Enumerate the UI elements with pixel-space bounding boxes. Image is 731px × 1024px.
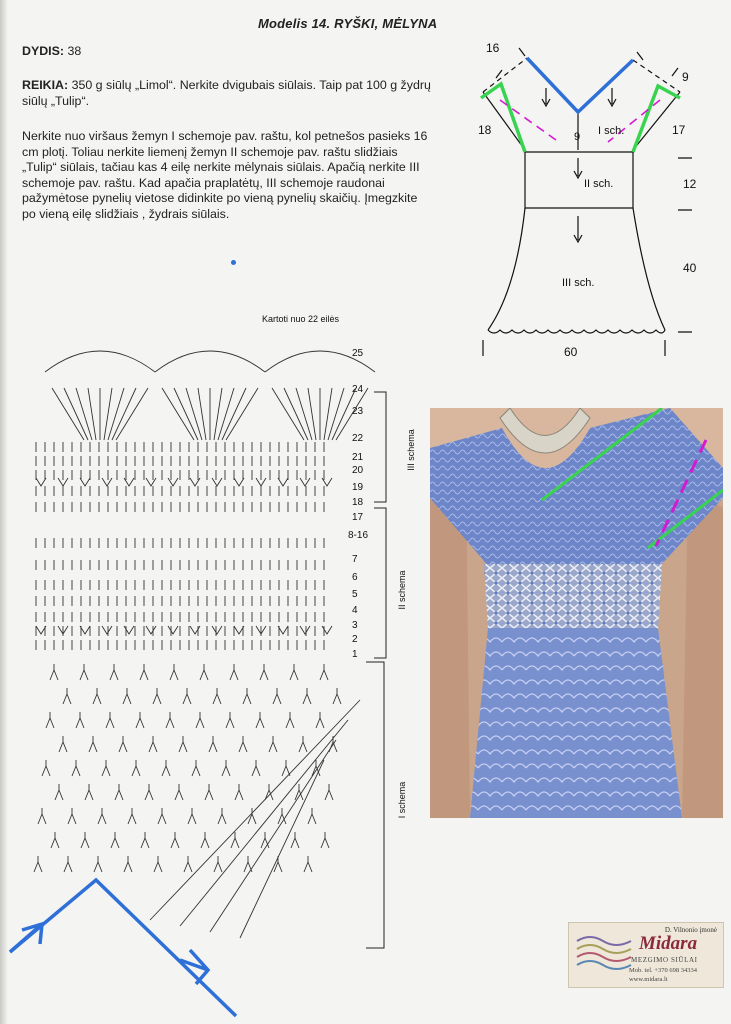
shell-stitch bbox=[123, 688, 131, 704]
shell-stitch bbox=[175, 784, 183, 800]
shell-stitch bbox=[196, 712, 204, 728]
shell-stitch bbox=[200, 664, 208, 680]
size-label: DYDIS: bbox=[22, 44, 64, 58]
stitch-row bbox=[36, 502, 324, 512]
shell-stitch bbox=[170, 664, 178, 680]
shell-stitch bbox=[63, 688, 71, 704]
shell-stitch bbox=[34, 856, 42, 872]
blue-arrow-annotations bbox=[10, 880, 236, 1016]
row-label-8-16: 8-16 bbox=[348, 530, 369, 541]
shell-stitch bbox=[320, 664, 328, 680]
shell-stitch bbox=[115, 784, 123, 800]
shell-stitch bbox=[316, 712, 324, 728]
shell-stitch bbox=[128, 808, 136, 824]
shell-stitch bbox=[166, 712, 174, 728]
shell-stitch bbox=[214, 856, 222, 872]
shell-stitch bbox=[282, 760, 290, 776]
shell-stitch bbox=[209, 736, 217, 752]
shell-stitch bbox=[38, 808, 46, 824]
logo-phone: Mob. tel. +370 698 34334 bbox=[629, 967, 697, 974]
shell-stitch bbox=[68, 808, 76, 824]
row-label-22: 22 bbox=[352, 433, 364, 444]
label-schema-II: II sch. bbox=[584, 178, 614, 190]
shell-stitch bbox=[89, 736, 97, 752]
shell-stitch bbox=[124, 856, 132, 872]
stitch-row bbox=[36, 560, 324, 570]
shell-stitch bbox=[141, 832, 149, 848]
measure-skirt: 40 bbox=[683, 261, 697, 275]
stitch-row bbox=[36, 456, 324, 466]
dress-photo-illustration bbox=[430, 408, 723, 818]
shell-stitch bbox=[213, 688, 221, 704]
schema-II-label: II schema bbox=[397, 570, 407, 610]
shell-stitch bbox=[273, 688, 281, 704]
shell-stitch bbox=[50, 664, 58, 680]
shell-stitch bbox=[132, 760, 140, 776]
page-title: Modelis 14. RYŠKI, MĖLYNA bbox=[258, 16, 438, 31]
row-label-18: 18 bbox=[352, 497, 364, 508]
row-label-4: 4 bbox=[352, 605, 358, 616]
shell-stitch bbox=[269, 736, 277, 752]
shell-stitch bbox=[93, 688, 101, 704]
shell-stitch bbox=[205, 784, 213, 800]
stitch-row bbox=[36, 596, 324, 606]
midara-logo bbox=[568, 922, 724, 988]
shell-stitch bbox=[153, 688, 161, 704]
row-label-6: 6 bbox=[352, 572, 358, 583]
shell-stitch bbox=[299, 736, 307, 752]
row-label-7: 7 bbox=[352, 554, 358, 565]
shell-stitch bbox=[94, 856, 102, 872]
logo-brand: Midara bbox=[639, 933, 698, 954]
shell-stitch bbox=[325, 784, 333, 800]
label-schema-III: III sch. bbox=[562, 277, 595, 289]
row-label-17: 17 bbox=[352, 512, 364, 523]
row-label-3: 3 bbox=[352, 620, 358, 631]
shell-stitch bbox=[46, 712, 54, 728]
measure-left: 18 bbox=[478, 123, 492, 137]
shell-stitch bbox=[218, 808, 226, 824]
size-value: 38 bbox=[64, 44, 82, 58]
shell-stitch bbox=[333, 688, 341, 704]
shell-stitch bbox=[304, 856, 312, 872]
shell-stitch bbox=[252, 760, 260, 776]
diagonal-stitch-pattern bbox=[34, 664, 360, 938]
shell-stitch bbox=[235, 784, 243, 800]
row-label-5: 5 bbox=[352, 589, 358, 600]
shell-stitch bbox=[140, 664, 148, 680]
shell-stitch bbox=[222, 760, 230, 776]
measure-center: 9 bbox=[574, 131, 581, 143]
measure-bottom: 60 bbox=[564, 345, 578, 359]
logo-website: www.midara.lt bbox=[629, 976, 668, 983]
shell-stitch bbox=[55, 784, 63, 800]
shell-stitch bbox=[81, 832, 89, 848]
stitch-row bbox=[36, 486, 324, 496]
stitch-row bbox=[36, 470, 324, 480]
shell-stitch bbox=[149, 736, 157, 752]
requirements-label: REIKIA: bbox=[22, 78, 69, 92]
logo-subtitle: MEZGIMO SIŪLAI bbox=[631, 956, 698, 964]
shell-stitch bbox=[98, 808, 106, 824]
schema-III-bracket bbox=[374, 392, 386, 502]
logo-owner: D. Vilnonio įmonė bbox=[664, 926, 717, 934]
diagonal-guide bbox=[180, 720, 348, 926]
shell-stitch bbox=[145, 784, 153, 800]
shell-stitch bbox=[183, 688, 191, 704]
shell-stitch bbox=[171, 832, 179, 848]
row-label-23: 23 bbox=[352, 406, 364, 417]
stitch-row bbox=[36, 442, 324, 452]
row-label-20: 20 bbox=[352, 465, 364, 476]
shell-stitch bbox=[226, 712, 234, 728]
diagonal-guide bbox=[240, 760, 324, 938]
shell-stitch bbox=[230, 664, 238, 680]
shell-stitch bbox=[243, 688, 251, 704]
row-number-labels bbox=[348, 348, 368, 660]
row-label-25: 25 bbox=[352, 348, 364, 359]
row-label-1: 1 bbox=[352, 649, 358, 660]
shell-stitch bbox=[290, 664, 298, 680]
shell-stitch bbox=[201, 832, 209, 848]
row-label-21: 21 bbox=[352, 452, 364, 463]
measure-waist: 12 bbox=[683, 177, 697, 191]
fan-arc bbox=[155, 351, 265, 372]
shell-stitch bbox=[256, 712, 264, 728]
shell-stitch bbox=[154, 856, 162, 872]
measure-top: 16 bbox=[486, 41, 500, 55]
label-schema-I: I sch. bbox=[598, 125, 625, 137]
stitch-row bbox=[36, 612, 324, 622]
shell-stitch bbox=[321, 832, 329, 848]
schema-II-bracket bbox=[374, 508, 386, 658]
shell-stitch bbox=[261, 832, 269, 848]
shell-stitch bbox=[111, 832, 119, 848]
shell-stitch bbox=[303, 688, 311, 704]
shell-stitch bbox=[136, 712, 144, 728]
row-label-19: 19 bbox=[352, 482, 364, 493]
shell-stitch bbox=[192, 760, 200, 776]
shell-stitch bbox=[162, 760, 170, 776]
repeat-note: Kartoti nuo 22 eilės bbox=[262, 314, 340, 324]
chevron-row bbox=[36, 478, 332, 486]
shell-stitch bbox=[51, 832, 59, 848]
shell-stitch bbox=[42, 760, 50, 776]
shell-stitch bbox=[72, 760, 80, 776]
shell-stitch bbox=[286, 712, 294, 728]
schema-I-label: I schema bbox=[397, 781, 407, 819]
diagonal-guide bbox=[210, 740, 336, 932]
shell-stitch bbox=[85, 784, 93, 800]
fan-arc bbox=[45, 351, 155, 372]
shell-stitch bbox=[64, 856, 72, 872]
stitch-row bbox=[36, 640, 324, 650]
row-label-2: 2 bbox=[352, 634, 358, 645]
shell-stitch bbox=[179, 736, 187, 752]
row-label-24: 24 bbox=[352, 384, 364, 395]
shell-stitch bbox=[188, 808, 196, 824]
schema-I-bracket bbox=[366, 662, 384, 948]
shell-stitch bbox=[102, 760, 110, 776]
requirements-text: 350 g siūlų „Limol“. Nerkite dvigubais siūlais. Taip pat 100 g žydrų siūlų „Tulip“. bbox=[22, 78, 431, 108]
shell-stitch bbox=[119, 736, 127, 752]
stitch-row bbox=[36, 538, 324, 548]
shell-stitch bbox=[239, 736, 247, 752]
shell-stitch bbox=[106, 712, 114, 728]
dress-photo bbox=[430, 408, 723, 818]
diagonal-guide bbox=[150, 700, 360, 920]
stitch-symbol-rows bbox=[36, 351, 375, 650]
yarn-waves-icon bbox=[575, 927, 635, 987]
schema-III-label: III schema bbox=[406, 429, 416, 471]
shell-stitch bbox=[291, 832, 299, 848]
shell-stitch bbox=[184, 856, 192, 872]
measure-right-top: 9 bbox=[682, 70, 689, 84]
shell-stitch bbox=[80, 664, 88, 680]
shell-stitch bbox=[260, 664, 268, 680]
stitch-row bbox=[36, 580, 324, 590]
measure-right: 17 bbox=[672, 123, 686, 137]
shell-stitch bbox=[110, 664, 118, 680]
instructions-paragraph: Nerkite nuo viršaus žemyn I schemoje pav. raštu, kol petnešos pasieks 16 cm plotį. Toliau nerkite liemenį žemyn II schemoje pav. raštu slidžiais „Tulip“ siūlais, tačiau kas 4 eilę nerkite mėlynais siūlais. Apačią nerkite III schemoje pav. raštu. Kad apačia praplatėtų, III schemoje raudonai pažymėtose pynelių vietose didinkite po vieną pynelių skaičių. Įmegzkite po vieną eilę slidžiais , žydrais siūlais. bbox=[22, 129, 428, 221]
shell-stitch bbox=[158, 808, 166, 824]
shell-stitch bbox=[308, 808, 316, 824]
shell-stitch bbox=[76, 712, 84, 728]
shell-stitch bbox=[59, 736, 67, 752]
